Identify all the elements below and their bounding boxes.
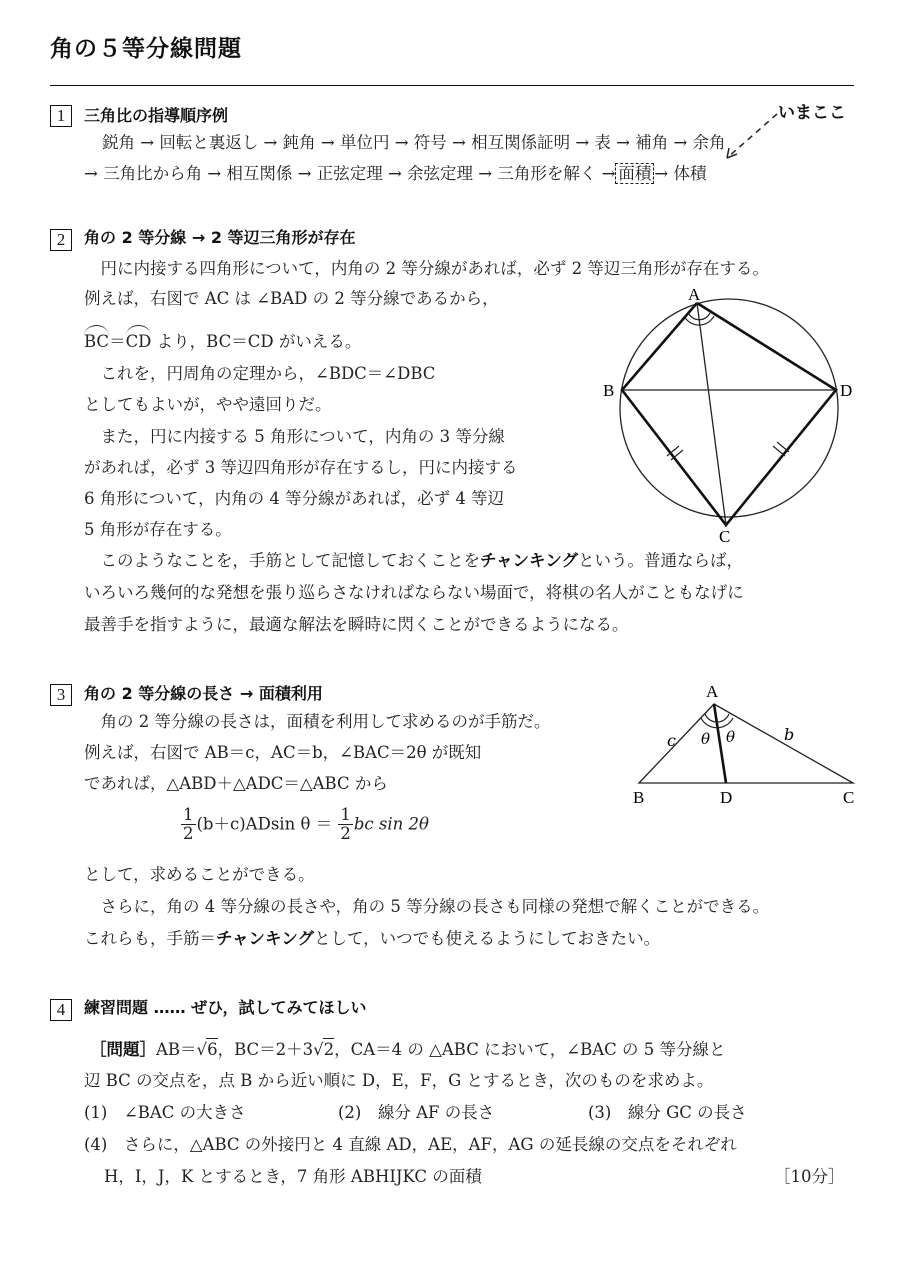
numerator: 1: [183, 805, 194, 824]
text: AB＝: [156, 1040, 197, 1059]
section-2-arc-line: [84, 331, 361, 353]
vertex-c-label: C: [843, 788, 855, 807]
formula-right: bc sin 2θ: [353, 814, 429, 834]
arc-line-rest: より，BC＝CD がいえる。: [151, 332, 362, 351]
denominator: 2: [340, 824, 351, 843]
bisector-formula: [180, 806, 429, 843]
side-b-label: b: [784, 725, 795, 744]
fraction-half: [338, 806, 353, 843]
arc-bc: BC: [84, 332, 110, 351]
section-3-heading: 角の 2 等分線の長さ → 面積利用: [84, 684, 323, 703]
question-3: (3) 線分 GC の長さ: [588, 1103, 747, 1122]
chunk-text-end: という。普通ならば，: [578, 551, 744, 570]
section-3-line: として，求めることができる。: [84, 865, 315, 884]
title-divider: [50, 85, 854, 86]
time-limit: ［10分］: [774, 1167, 845, 1186]
section-1-heading: 三角比の指導順序例: [84, 106, 229, 125]
vertex-a-label: A: [706, 682, 719, 701]
text: ，CA＝4 の △ABC において，∠BAC の 5 等分線と: [334, 1040, 726, 1059]
section-2-line: 例えば，右図で AC は ∠BAD の 2 等分線であるから，: [84, 289, 499, 308]
fraction-half: [181, 806, 196, 843]
section-3-line: 例えば，右図で AB＝c，AC＝b，∠BAC＝2θ が既知: [84, 743, 482, 762]
text-end: として，いつでも使えるようにしておきたい。: [314, 929, 661, 948]
section-4-heading: 練習問題 …… ぜひ，試してみてほしい: [84, 998, 367, 1017]
section-2-line: 5 角形が存在する。: [84, 520, 232, 539]
question-4-line-2: H，I，J，K とするとき，7 角形 ABHIJKC の面積: [104, 1167, 482, 1186]
chunking-paragraph-line-1: [84, 550, 743, 572]
section-3-line: 角の 2 等分線の長さは，面積を利用して求めるのが手筋だ。: [84, 712, 551, 731]
chunking-term: チャンキング: [480, 551, 579, 570]
section-2-line: これを，円周角の定理から，∠BDC＝∠DBC: [84, 364, 436, 383]
section-3-last-line: [84, 928, 660, 950]
section-1-line-1: 鋭角 → 回転と裏返し → 鈍角 → 単位円 → 符号 → 相互関係証明 → 表 → 補角 → 余角: [102, 133, 726, 152]
section-2-line: としてもよいが，やや遠回りだ。: [84, 395, 332, 414]
problem-label: ［問題］: [90, 1040, 156, 1059]
order-text-end: → 体積: [654, 164, 707, 183]
question-2: (2) 線分 AF の長さ: [338, 1103, 495, 1122]
question-1: (1) ∠BAC の大きさ: [84, 1103, 246, 1122]
triangle-bisector-figure: [625, 678, 870, 810]
section-2-line: 円に内接する四角形について，内角の 2 等分線があれば，必ず 2 等辺三角形が存在する。: [84, 259, 769, 278]
sqrt-2: 2: [323, 1040, 335, 1059]
cyclic-quadrilateral-figure: [600, 280, 870, 550]
section-1-line-2: [84, 163, 706, 185]
problem-line-2: 辺 BC の交点を，点 B から近い順に D，E，F，G とするとき，次のものを求めよ。: [84, 1071, 714, 1090]
section-2-line: があれば，必ず 3 等辺四角形が存在するし，円に内接する: [84, 458, 518, 477]
vertex-c-label: C: [719, 527, 731, 546]
section-3-line: さらに，角の 4 等分線の長さや，角の 5 等分線の長さも同様の発想で解くことができる。: [84, 897, 770, 916]
vertex-a-label: A: [688, 285, 701, 304]
vertex-b-label: B: [633, 788, 645, 807]
sqrt-6: 6: [207, 1040, 218, 1059]
vertex-b-label: B: [603, 381, 615, 400]
current-topic-highlight: 面積: [615, 163, 654, 184]
section-2-number: 2: [50, 229, 72, 251]
denominator: 2: [183, 824, 194, 843]
arc-cd: CD: [125, 332, 152, 351]
question-4-line-1: (4) さらに，△ABC の外接円と 4 直線 AD，AE，AF，AG の延長線の交点をそれぞれ: [84, 1135, 737, 1154]
annotation-imakoko: いまここ: [778, 103, 846, 123]
section-3-number: 3: [50, 684, 72, 706]
chunking-paragraph-line-2: いろいろ幾何的な発想を張り巡らさなければならない場面で，将棋の名人がこともなげに: [84, 583, 744, 602]
chunk-text: このようなことを，手筋として記憶しておくことを: [84, 551, 480, 570]
vertex-d-label: D: [840, 381, 853, 400]
order-text: → 三角比から角 → 相互関係 → 正弦定理 → 余弦定理 → 三角形を解く →: [84, 164, 616, 183]
formula-left: (b＋c)ADsin θ ＝: [196, 814, 333, 834]
section-2-heading: 角の 2 等分線 → 2 等辺三角形が存在: [84, 228, 356, 247]
chunking-term: チャンキング: [216, 929, 315, 948]
section-3-line: であれば，△ABD＋△ADC＝△ABC から: [84, 774, 388, 793]
chunking-paragraph-line-3: 最善手を指すように，最適な解法を瞬時に閃くことができるようになる。: [84, 615, 629, 634]
side-c-label: c: [667, 731, 676, 750]
text: これらも，手筋＝: [84, 929, 216, 948]
equals-sign: ＝: [109, 332, 126, 351]
text: ，BC＝2＋3: [217, 1040, 314, 1059]
problem-line-1: ［問題］AB＝√6，BC＝2＋3√2，CA＝4 の △ABC において，∠BAC の 5 等分線と: [90, 1040, 726, 1059]
numerator: 1: [340, 805, 351, 824]
vertex-d-label: D: [720, 788, 733, 807]
section-4-number: 4: [50, 999, 72, 1021]
section-2-line: また，円に内接する 5 角形について，内角の 3 等分線: [84, 427, 505, 446]
page-title: 角の５等分線問題: [50, 36, 242, 62]
section-1-number: 1: [50, 105, 72, 127]
theta-left-label: θ: [701, 730, 711, 748]
section-2-line: 6 角形について，内角の 4 等分線があれば，必ず 4 等辺: [84, 489, 505, 508]
theta-right-label: θ: [726, 728, 736, 746]
